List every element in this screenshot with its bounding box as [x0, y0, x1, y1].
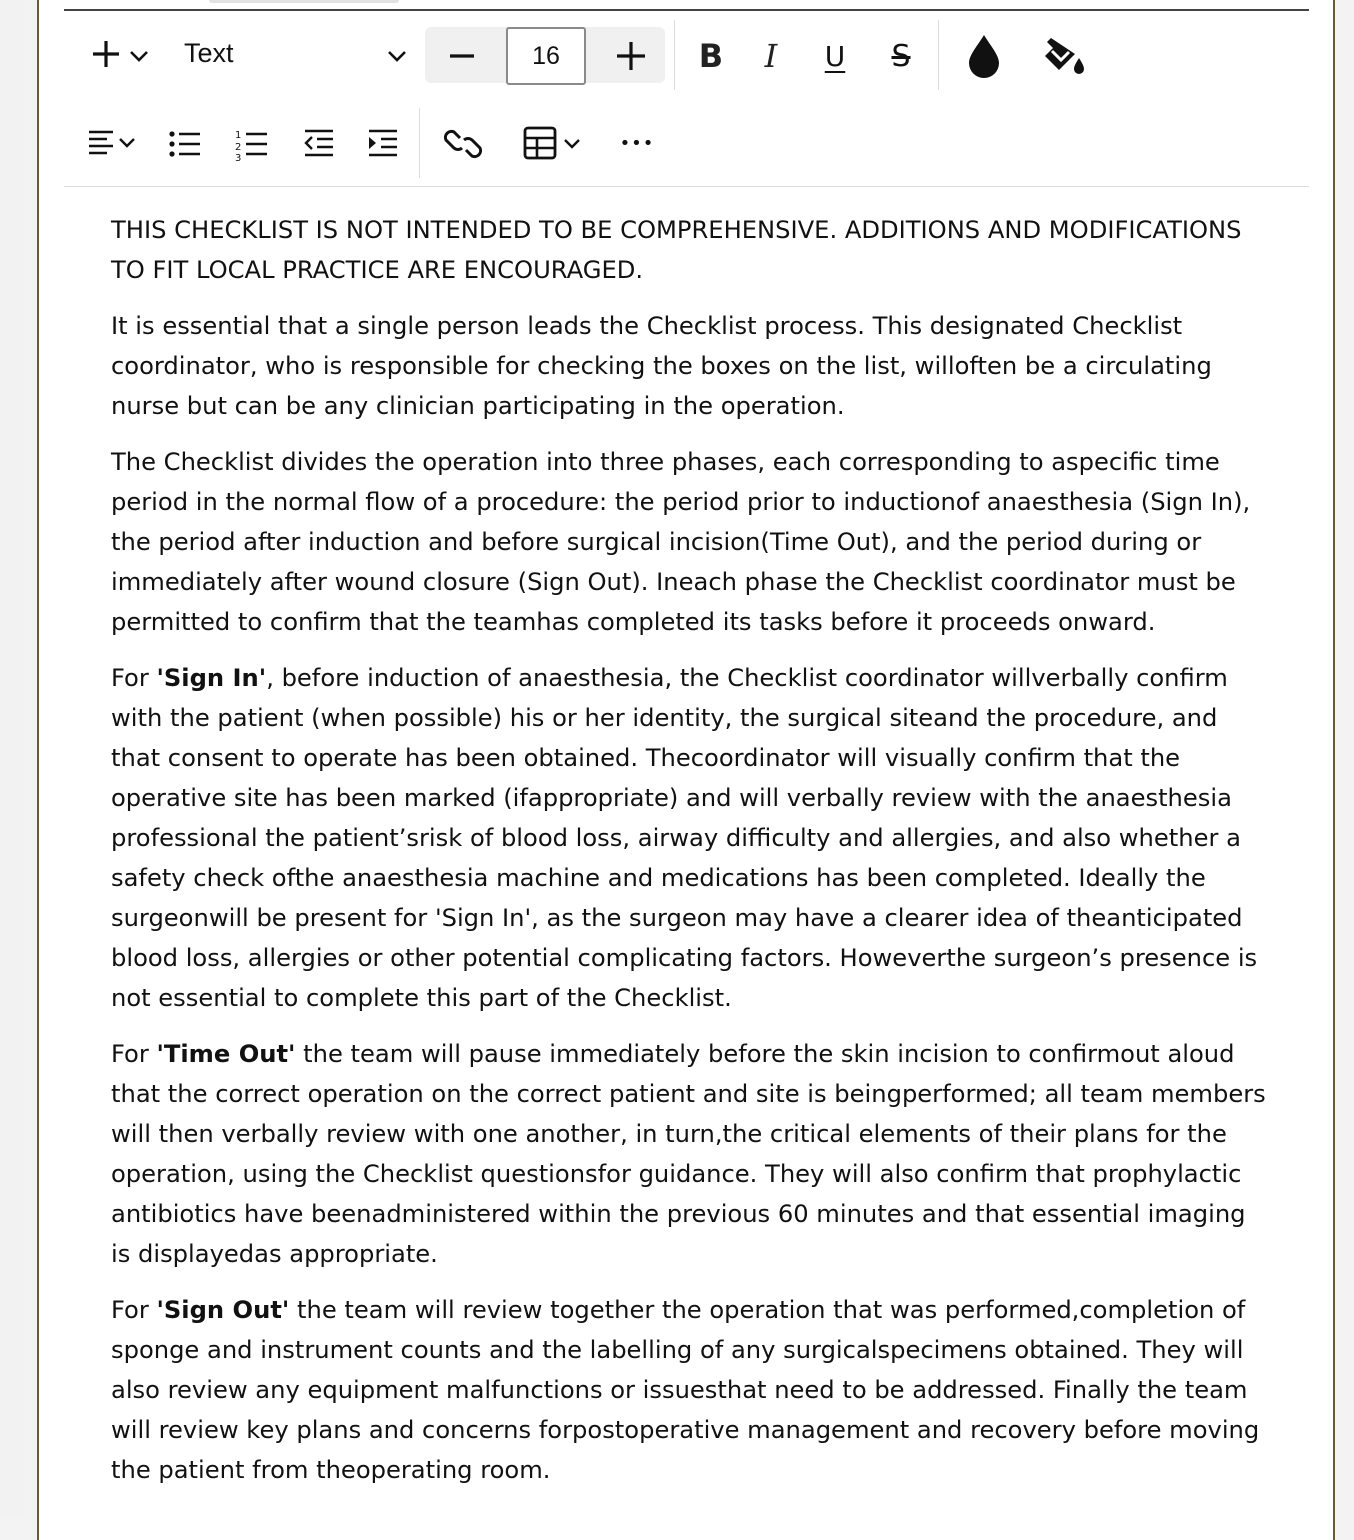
text-run: , before induction of anaesthesia, the Checklist coordinator willverbally confirm with the patient (when possible) his or her identity, the surgical siteand the procedure, and that consent to operate has been obtained. Thecoordinator will visually confirm that the operative site has been marked (ifappropriate) and will verbally review with the anaesthesia professional the patient’srisk of blood loss, airway difficulty and allergies, and also whether a safety check ofthe anaesthesia machine and medications has been completed. Ideally the surgeonwill be present for 'Sign In', as the surgeon may have a clearer idea of theanticipated blood loss, allergies or other potential complicating factors. Howeverthe surgeon’s presence is not essential to complete this part of the Checklist.	[111, 664, 1258, 1012]
toolbar-divider	[938, 20, 939, 90]
toolbar-divider	[674, 20, 675, 90]
outdent-icon	[301, 126, 341, 162]
strikethrough-icon: S	[891, 38, 911, 74]
table-chevron-icon	[521, 122, 585, 166]
link-icon	[441, 124, 485, 164]
align-left-icon	[87, 124, 139, 164]
bold-term-time-out: 'Time Out'	[156, 1040, 296, 1068]
tab-edge	[209, 0, 399, 3]
more-options-button[interactable]	[615, 128, 659, 158]
decrease-font-size-button[interactable]	[442, 40, 482, 72]
paragraph-disclaimer: THIS CHECKLIST IS NOT INTENDED TO BE COMPREHENSIVE. ADDITIONS AND MODIFICATIONS TO FIT LOCAL PRACTICE ARE ENCOURAGED.	[111, 216, 1242, 284]
text-run: For	[111, 664, 157, 692]
insert-menu-button[interactable]	[89, 36, 153, 76]
numbered-list-button[interactable]	[233, 126, 273, 162]
paragraph-sign-out	[111, 1290, 1271, 1490]
more-dots-icon: •••	[619, 132, 655, 154]
paragraph-time-out	[111, 1034, 1271, 1274]
plus-icon	[611, 36, 651, 76]
svg-text:2: 2	[235, 142, 242, 153]
text-run: For	[111, 1296, 157, 1324]
outdent-button[interactable]	[301, 126, 341, 162]
underline-icon: U	[824, 39, 846, 73]
block-type-dropdown[interactable]: Text	[184, 38, 234, 68]
insert-table-button[interactable]	[521, 122, 585, 166]
font-size-input[interactable]: 16	[506, 27, 586, 85]
text-run: For	[111, 1040, 157, 1068]
toolbar-divider	[419, 108, 420, 178]
indent-icon	[365, 126, 405, 162]
bold-button[interactable]	[691, 34, 731, 78]
paragraph-phases: The Checklist divides the operation into three phases, each corresponding to aspecific time period in the normal flow of a procedure: the period prior to inductionof anaesthesia (Sign In), the period after induction and before surgical incision(Time Out), and the period during or immediately after wound closure (Sign Out). Ineach phase the Checklist coordinator must be permitted to confirm that the teamhas completed its tasks before it proceeds onward.	[111, 448, 1251, 636]
highlight-color-button[interactable]	[1039, 34, 1089, 78]
paint-bucket-icon	[1039, 34, 1089, 78]
bullet-list-button[interactable]	[166, 126, 206, 162]
text-run: the team will pause immediately before the skin incision to confirmout aloud that the correct operation on the correct patient and site is beingperformed; all team members will then verbally review with one another, in turn,the critical elements of their plans for the operation, using the Checklist questionsfor guidance. They will also confirm that prophylactic antibiotics have beenadministered within the previous 60 minutes and that essential imaging is displayedas appropriate.	[111, 1040, 1266, 1268]
chevron-down-icon[interactable]	[385, 44, 409, 68]
bold-term-sign-out: 'Sign Out'	[156, 1296, 290, 1324]
italic-button[interactable]	[751, 34, 791, 78]
insert-link-button[interactable]	[441, 124, 485, 164]
text-color-drop-icon	[966, 33, 1002, 79]
plus-chevron-icon	[89, 36, 153, 76]
editor-content[interactable]	[111, 210, 1271, 1506]
align-menu-button[interactable]	[87, 124, 139, 164]
text-color-button[interactable]	[964, 32, 1004, 80]
svg-text:3: 3	[235, 153, 242, 162]
indent-button[interactable]	[365, 126, 405, 162]
svg-text:1: 1	[235, 130, 242, 141]
increase-font-size-button[interactable]	[611, 36, 651, 76]
paragraph-coordinator: It is essential that a single person leads the Checklist process. This designated Checklist coordinator, who is responsible for checking the boxes on the list, willoften be a circulating nurse but can be any clinician participating in the operation.	[111, 312, 1212, 420]
page-background-strip	[0, 0, 24, 1516]
strikethrough-button[interactable]	[881, 34, 921, 78]
bold-term-sign-in: 'Sign In'	[156, 664, 267, 692]
underline-button[interactable]	[815, 34, 855, 78]
paragraph-sign-in	[111, 658, 1271, 1018]
toolbar-separator	[64, 186, 1309, 187]
numbered-list-icon	[233, 126, 273, 162]
editor-top-border	[64, 9, 1309, 11]
editor-frame	[37, 0, 1335, 1540]
bullet-list-icon	[166, 126, 206, 162]
minus-icon	[442, 40, 482, 72]
bold-icon: B	[698, 37, 724, 75]
italic-icon: I	[764, 37, 778, 75]
text-run: the team will review together the operation that was performed,completion of sponge and instrument counts and the labelling of any surgicalspecimens obtained. They will also review any equipment malfunctions or issuesthat need to be addressed. Finally the team will review key plans and concerns forpostoperative management and recovery before moving the patient from theoperating room.	[111, 1296, 1260, 1484]
